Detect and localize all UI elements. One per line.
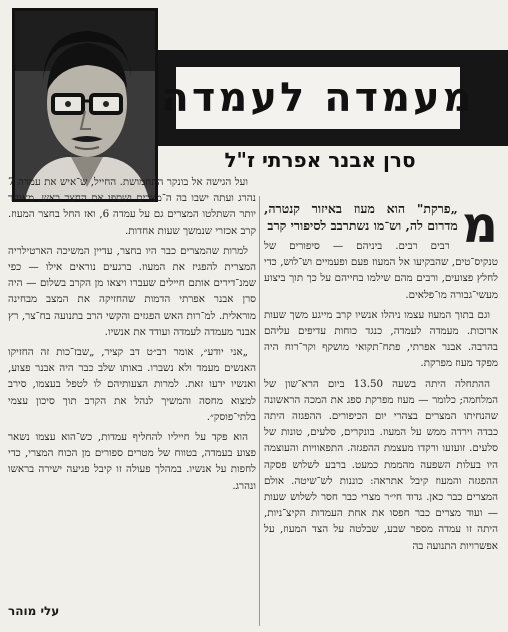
paragraph: רבים רבים. ביניהם — סיפורים של טנקיס־טים, שהבקיעו אל המעוז פעם ופעמיים וש־לוש, כדי לחלץ פצועים, ורבים מהם שילמו בחייהם על כך תוך ביצוע מעשי־גבורה מו־פלאים. <box>264 240 498 301</box>
paragraph: ההתחלה היתה בשעה 13.50 ביום הרא־שון של המלחמה; כלומר — מעוז מפרקת ספג את המכה הראשונה שהנחיתו המצרים בצהרי יום הכיפורים. ההפגזה היתה כבדה וירדה ממש על המעוז. בונקרים, סלעים, טונות של סלעים. זועזעו ורקדו מעצמת ההפגזה. התפאוויות והעוצמה היו בעלות השפעה מהממת כמעט. ברבע לשלוש פסקה ההפגזה והמעוז קיבל אתראה: כוננות לש־שיטה. אולם המצרים כבר כאן. גדוד חי״ר מצרי כבר חסר לשלוש שעות — ועוד מצרים כבר חפסו את אחת העמדות הקיצ־ניות, היתה זו עמדה מספר שבע, שבלטה על הצד המעוז, על אפשרויות התנועה בה <box>264 377 498 552</box>
byline: עלי מוהר <box>8 604 60 618</box>
paragraph: למרות שהמצרים כבר היו בחצר, עדיין המשיכה הארטילריה המצרית להפגיז את המעוז. ברגעים נוראים אילו — כפי שמנ־דירים אותם חיילים שעברו ויצאו מן הקרב בשלום — היה סרן אבנר אפרתי הדמות שהחזיקה את המצב מבחינה מוראלית. למ־רות האש הפגזים והקשי הרב בתנועה בח־צר, רץ אבנר מעמדה לעמדה ועודד את אנשיו. <box>8 244 256 338</box>
lead-paragraph <box>264 200 498 254</box>
subtitle: סרן אבנר אפרתי ז"ל <box>224 148 416 172</box>
left-column <box>8 174 256 604</box>
paragraph: וגם בתוך המעוז עצמו ניהלו אנשיו קרב מייגע משך שעות ארוכות. מעמדה לעמדה, כנגד כוחות עדיפים עליהם בהרבה. אבנר אפרתי, פתח־תקואי מושקף וקר־רוח היה מפקד מעוז מפרקת. <box>264 308 498 370</box>
paragraph: הוא פקד על חייליו להחליף עמדות, כש־הוא עצמו נשאר פצוע בעמדה, בטווח של מטרים ספורים מן הכוח המצרי, כדי לחפות על אנשיו. במהלך פעולה זו קיבל פגיעה ישירה בראשו ונהרג. <box>8 431 256 492</box>
paragraph: ועל הגישה אל בונקר התחמושת. החייל, ש־איש את עמדה 7 נהרג ועתה ישבו בה ה־מצרים ושספו את החצר באש. מאוחר יותר השתלטו המצרים גם על עמדה 6, ואז החל בחצר המעוז. קרב אכזרי שנמשך שעות אחדות. <box>8 176 256 237</box>
paragraph: „אני יודע״, אומר רב״ט דב קציר, „שבז־כות זה החזיקו האנשים מעמד ולא נשברו. באותו שלב כבר היה אבנר פצוע, ואנשיו ידעו זאת. למרות הצעותיהם לו לטפל בעצמו, סירב למצוא מחסה והמשיך לנהל את הקרב תוך סיכון עצמי בלתי־פוסק״. <box>8 346 256 423</box>
column-divider <box>259 196 260 626</box>
drop-cap: מ <box>461 200 498 254</box>
title-box <box>161 67 475 129</box>
portrait-icon <box>15 11 155 199</box>
page-title: מעמדה לעמדה <box>161 75 475 121</box>
lead-text: „פרקת" הוא מעוז באיזור קנטרה, מדרום לה, וש־מו נשתרבב לסיפורי קרב <box>264 201 458 233</box>
portrait-photo <box>12 8 158 202</box>
right-column <box>264 200 498 628</box>
